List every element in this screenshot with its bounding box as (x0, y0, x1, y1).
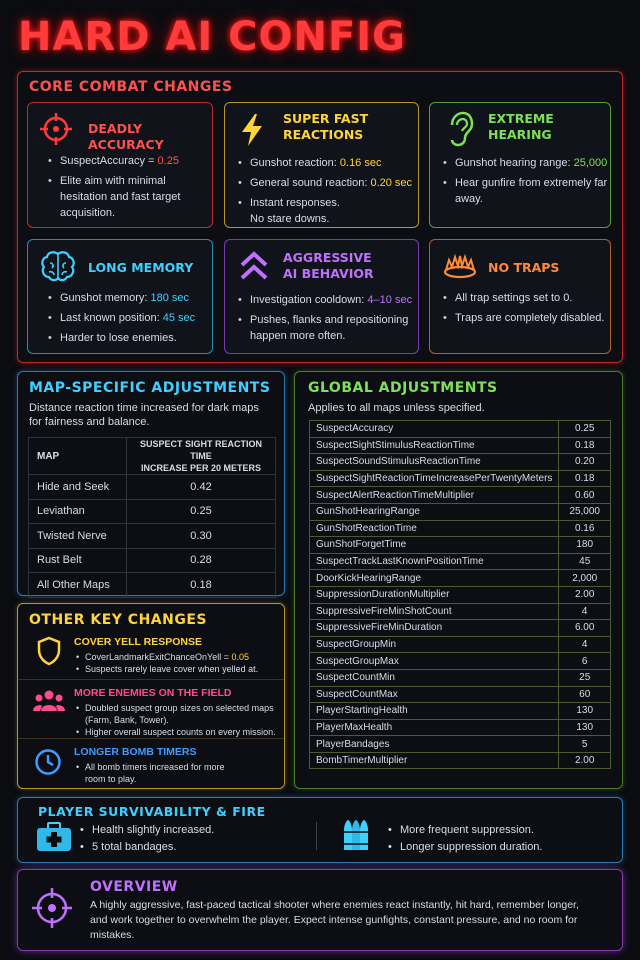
list-item: • Health slightly increased. (80, 824, 215, 836)
table-row: Hide and Seek 0.42 (29, 475, 276, 500)
setting-name: SuppressionDurationMultiplier (310, 586, 559, 603)
column-header-reaction: SUSPECT SIGHT REACTION TIME INCREASE PER 20 METERS (127, 438, 276, 475)
table-row (310, 686, 611, 703)
table-row (310, 669, 611, 686)
list-item: • SuspectAccuracy = 0.25 (48, 153, 208, 169)
card-no-traps (429, 239, 611, 354)
list-item (18, 681, 284, 739)
setting-value: 130 (559, 719, 611, 736)
table-row (310, 454, 611, 471)
setting-value: 4 (559, 603, 611, 620)
setting-value: 0.60 (559, 487, 611, 504)
table-row (310, 752, 611, 769)
list-item: • All trap settings set to 0. (443, 290, 609, 306)
table-row (310, 421, 611, 438)
table-row (310, 703, 611, 720)
setting-value: 2.00 (559, 586, 611, 603)
table-header-row (29, 438, 276, 475)
table-row (310, 570, 611, 587)
card-long-memory (27, 239, 213, 354)
setting-name: SuspectSightReactionTimeIncreasePerTwentyMeters (310, 470, 559, 487)
group-icon (32, 689, 66, 713)
table-row (310, 636, 611, 653)
setting-value: 5 (559, 736, 611, 753)
table-row: Rust Belt 0.28 (29, 548, 276, 573)
table-row: Leviathan 0.25 (29, 499, 276, 524)
card-aggressive-ai (224, 239, 419, 354)
setting-name: SuspectGroupMax (310, 653, 559, 670)
card-title: LONG MEMORY (88, 260, 194, 275)
page-title: HARD AI CONFIG (18, 14, 407, 60)
map-section-desc: Distance reaction time increased for dark maps for fairness and balance. (29, 402, 259, 428)
shield-icon (36, 636, 62, 666)
clock-icon (34, 748, 62, 776)
setting-value: 180 (559, 537, 611, 554)
global-section-desc: Applies to all maps unless specified. (308, 402, 485, 414)
setting-value: 6.00 (559, 620, 611, 637)
setting-name: SuspectCountMax (310, 686, 559, 703)
setting-value: 60 (559, 686, 611, 703)
list-item (18, 630, 284, 680)
list-item: • Gunshot hearing range: 25,000 (443, 155, 609, 171)
list-item-line: • CoverLandmarkExitChanceOnYell = 0.05 (76, 652, 250, 662)
table-row (310, 487, 611, 504)
card-title: SUPER FAST REACTIONS (283, 111, 369, 142)
setting-value: 6 (559, 653, 611, 670)
crosshair-icon (39, 112, 73, 146)
card-title: AGGRESSIVE AI BEHAVIOR (283, 250, 374, 281)
setting-name: SuspectTrackLastKnownPositionTime (310, 553, 559, 570)
list-item: • Longer suppression duration. (388, 841, 543, 853)
card-extreme-hearing (429, 102, 611, 228)
map-table (28, 437, 276, 598)
setting-name: BombTimerMultiplier (310, 752, 559, 769)
table-row (310, 736, 611, 753)
table-row (310, 603, 611, 620)
table-row: Twisted Nerve 0.30 (29, 524, 276, 549)
chevrons-up-icon (239, 250, 269, 282)
core-combat-section (17, 71, 623, 363)
list-item: • Last known position: 45 sec (48, 310, 208, 326)
list-item: • Elite aim with minimal hesitation and fast target acquisition. (48, 173, 208, 221)
setting-name: SuspectAccuracy (310, 421, 559, 438)
setting-name: GunShotForgetTime (310, 537, 559, 554)
setting-value: 0.20 (559, 454, 611, 471)
setting-name: SuspectAlertReactionTimeMultiplier (310, 487, 559, 504)
list-item (18, 740, 284, 788)
setting-name: PlayerMaxHealth (310, 719, 559, 736)
item-title: LONGER BOMB TIMERS (74, 746, 197, 758)
map-adjustments-section (17, 371, 285, 596)
medkit-icon (36, 822, 72, 852)
list-item-line: • Suspects rarely leave cover when yelled at. (76, 664, 259, 674)
list-item: • Traps are completely disabled. (443, 310, 609, 326)
list-item: • Harder to lose enemies. (48, 330, 208, 346)
other-changes-section (17, 603, 285, 789)
setting-name: SuspectSightStimulusReactionTime (310, 437, 559, 454)
other-section-title: OTHER KEY CHANGES (29, 612, 207, 628)
lightning-icon (239, 113, 265, 147)
item-title: MORE ENEMIES ON THE FIELD (74, 687, 232, 699)
list-item: • Investigation cooldown: 4–10 sec (238, 292, 416, 308)
table-row (310, 503, 611, 520)
list-item-line: • Higher overall suspect counts on every mission. (76, 727, 276, 737)
card-super-fast-reactions (224, 102, 419, 228)
setting-name: SuppressiveFireMinDuration (310, 620, 559, 637)
list-item: • General sound reaction: 0.20 sec (238, 175, 416, 191)
setting-value: 0.25 (559, 421, 611, 438)
table-row (310, 620, 611, 637)
overview-text: A highly aggressive, fast-paced tactical shooter where enemies react instantly, hit hard, remember longer, and work together to overwhelm the player. Expect intense gunfights, constant pressure, and no room for mistakes. (90, 899, 579, 941)
table-row (310, 553, 611, 570)
list-item: • Gunshot reaction: 0.16 sec (238, 155, 416, 171)
list-item: • Instant responses. No stare downs. (238, 195, 416, 227)
setting-value: 45 (559, 553, 611, 570)
setting-name: SuspectGroupMin (310, 636, 559, 653)
setting-value: 0.16 (559, 520, 611, 537)
list-item: • 5 total bandages. (80, 841, 177, 853)
map-section-title: MAP-SPECIFIC ADJUSTMENTS (29, 380, 271, 396)
list-item: • Pushes, flanks and repositioning happen more often. (238, 312, 416, 344)
brain-icon (40, 250, 76, 282)
overview-title: OVERVIEW (90, 879, 178, 895)
bear-trap-icon (442, 252, 478, 280)
table-row (310, 653, 611, 670)
overview-section (17, 869, 623, 951)
setting-value: 25 (559, 669, 611, 686)
setting-name: GunShotReactionTime (310, 520, 559, 537)
list-item-line: • All bomb timers increased for more room to play. (76, 762, 225, 784)
setting-value: 2,000 (559, 570, 611, 587)
setting-value: 2.00 (559, 752, 611, 769)
player-section-title: PLAYER SURVIVABILITY & FIRE (38, 804, 266, 819)
card-title: DEADLY ACCURACY (88, 121, 164, 152)
ammo-icon (342, 818, 370, 852)
ear-icon (446, 111, 474, 147)
setting-name: PlayerStartingHealth (310, 703, 559, 720)
setting-name: GunShotHearingRange (310, 503, 559, 520)
list-item-line: • Doubled suspect group sizes on selected maps (Farm, Bank, Tower). (76, 703, 274, 725)
divider (316, 822, 317, 850)
setting-name: PlayerBandages (310, 736, 559, 753)
global-table (309, 420, 611, 769)
table-row (310, 586, 611, 603)
core-combat-title: CORE COMBAT CHANGES (29, 79, 233, 95)
setting-value: 0.18 (559, 470, 611, 487)
list-item: • Hear gunfire from extremely far away. (443, 175, 609, 207)
setting-name: SuspectCountMin (310, 669, 559, 686)
setting-name: SuspectSoundStimulusReactionTime (310, 454, 559, 471)
setting-value: 25,000 (559, 503, 611, 520)
table-row (310, 470, 611, 487)
table-row (310, 719, 611, 736)
global-adjustments-section (294, 371, 623, 789)
card-deadly-accuracy (27, 102, 213, 228)
table-row (310, 437, 611, 454)
table-row (310, 520, 611, 537)
global-section-title: GLOBAL ADJUSTMENTS (308, 380, 498, 396)
list-item: • Gunshot memory: 180 sec (48, 290, 208, 306)
player-section (17, 797, 623, 863)
table-row (310, 537, 611, 554)
table-row: All Other Maps 0.18 (29, 573, 276, 598)
item-title: COVER YELL RESPONSE (74, 636, 202, 648)
setting-value: 130 (559, 703, 611, 720)
card-title: NO TRAPS (488, 260, 560, 275)
crosshair-icon (30, 886, 74, 930)
list-item: • More frequent suppression. (388, 824, 534, 836)
setting-value: 0.18 (559, 437, 611, 454)
setting-name: SuppressiveFireMinShotCount (310, 603, 559, 620)
setting-value: 4 (559, 636, 611, 653)
setting-name: DoorKickHearingRange (310, 570, 559, 587)
card-title: EXTREME HEARING (488, 111, 554, 142)
column-header-map: MAP (29, 438, 127, 475)
